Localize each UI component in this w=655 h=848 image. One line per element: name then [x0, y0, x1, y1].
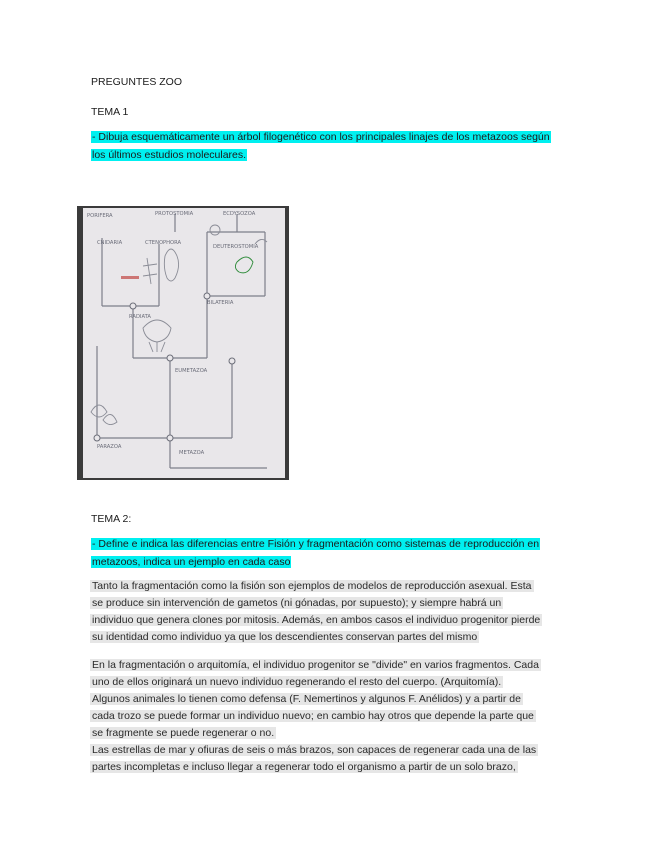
highlight-text: - Define e indica las diferencias entre Fisión y fragmentación como sistemas de reproducción en	[92, 538, 540, 550]
paragraph-text: individuo que genera clones por mitosis. Además, en ambos casos el individuo progenitor pierde	[92, 614, 541, 626]
label-metazoa: METAZOA	[179, 450, 205, 456]
paragraph2-line-6	[90, 744, 538, 756]
paragraph1-line-1	[90, 580, 534, 592]
highlight-text: los últimos estudios moleculares.	[92, 149, 247, 161]
document-title: PREGUNTES ZOO	[91, 76, 183, 88]
paragraph-text: Las estrellas de mar y ofiuras de seis o más brazos, son capaces de regenerar cada una de las	[92, 744, 537, 756]
label-cnidaria: CNIDARIA	[97, 240, 123, 246]
paragraph2-line-4	[90, 710, 536, 722]
paragraph-text: cada trozo se puede formar un individuo nuevo; en cambio hay otros que depende la parte que	[92, 710, 534, 722]
label-ecdysozoa: ECDYSOZOA	[223, 211, 256, 217]
label-protostomia: PROTOSTOMIA	[155, 211, 194, 217]
label-deuterostomia: DEUTEROSTOMIA	[213, 244, 259, 250]
paragraph-text: partes incompletas e incluso llegar a regenerar todo el organismo a partir de un solo brazo,	[92, 761, 516, 773]
tema1-heading: TEMA 1	[91, 106, 129, 118]
paragraph2-line-3	[90, 693, 523, 705]
paragraph-text: Tanto la fragmentación como la fisión son ejemplos de modelos de reproducción asexual. Esta	[92, 580, 532, 592]
paragraph-text: En la fragmentación o arquitomía, el individuo progenitor se "divide" en varios fragmentos. Cada	[92, 659, 539, 671]
tema1-question-line-1	[91, 131, 551, 143]
paragraph-text: se fragmente se puede regenerar o no.	[92, 727, 275, 739]
phylogenetic-tree-photo	[77, 206, 289, 480]
highlight-text: - Dibuja esquemáticamente un árbol filogenético con los principales linajes de los metazoos según	[92, 131, 550, 143]
paragraph2-line-7	[90, 761, 518, 773]
paragraph-text: su identidad como individuo ya que los descendientes conservan partes del mismo	[92, 631, 478, 643]
paragraph1-line-4	[90, 631, 479, 643]
label-porifera: PORIFERA	[87, 213, 113, 219]
label-radiata: RADIATA	[129, 314, 151, 320]
paragraph2-line-2	[90, 676, 503, 688]
tema1-question-line-2	[91, 149, 247, 161]
label-ctenophora: CTENOPHORA	[145, 240, 182, 246]
tree-drawing	[77, 206, 289, 480]
paragraph2-line-5	[90, 727, 276, 739]
paragraph-text: uno de ellos originará un nuevo individuo regenerando el resto del cuerpo. (Arquitomía).	[92, 676, 502, 688]
paragraph1-line-2	[90, 597, 503, 609]
label-eumetazoa: EUMETAZOA	[175, 368, 208, 374]
label-parazoa: PARAZOA	[97, 444, 122, 450]
paragraph-text: se produce sin intervención de gametos (ni gónadas, por supuesto); y siempre habrá un	[92, 597, 502, 609]
tema2-question-line-1	[91, 538, 540, 550]
paragraph-text: Algunos animales lo tienen como defensa (F. Nemertinos y algunos F. Anélidos) y a partir de	[92, 693, 521, 705]
label-bilateria: BILATERIA	[207, 300, 234, 306]
paragraph1-line-3	[90, 614, 542, 626]
highlight-text: metazoos, indica un ejemplo en cada caso	[92, 556, 291, 568]
tema2-question-line-2	[91, 556, 291, 568]
tema2-heading: TEMA 2:	[91, 513, 132, 525]
paragraph2-line-1	[90, 659, 541, 671]
